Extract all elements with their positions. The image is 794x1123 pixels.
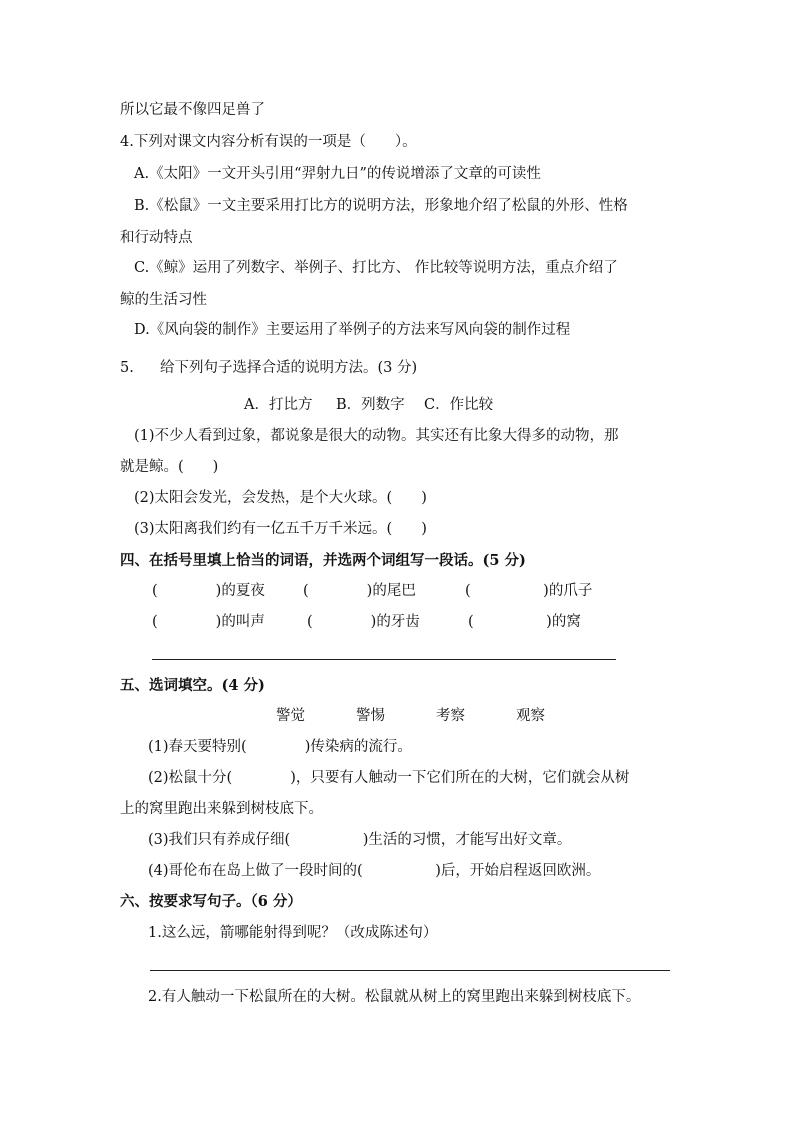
- q4-option-b: B.《松鼠》一文主要采用打比方的说明方法，形象地介绍了松鼠的外形、性格: [134, 198, 628, 214]
- q5-sentence-1: (1)不少人看到过象，都说象是很大的动物。其实还有比象大得多的动物，那: [134, 428, 619, 444]
- q4-stem: 4.下列对课文内容分析有误的一项是（ ）。: [120, 134, 417, 150]
- sec5-sentence-2: (2)松鼠十分( )，只要有人触动一下它们所在的大树，它们就会从树: [148, 770, 630, 786]
- sec4-item-2: ( )的尾巴: [303, 583, 416, 599]
- q4-option-c: C.《鲸》运用了列数字、举例子、打比方、 作比较等说明方法，重点介绍了: [134, 260, 618, 276]
- word-1: 警觉: [276, 708, 305, 724]
- word-3: 考察: [436, 708, 465, 724]
- sec5-sentence-2-cont: 上的窝里跑出来躲到树枝底下。: [120, 801, 323, 817]
- q4-option-b-cont: 和行动特点: [120, 230, 193, 246]
- q4-option-a: A.《太阳》一文开头引用“羿射九日”的传说增添了文章的可读性: [134, 166, 541, 182]
- section-4-title: 四、在括号里填上恰当的词语，并选两个词组写一段话。(5 分): [120, 552, 526, 569]
- sec4-answer-line[interactable]: [152, 659, 616, 660]
- q5-stem: 给下列句子选择合适的说明方法。(3 分): [160, 360, 418, 376]
- q5-sentence-3: (3)太阳离我们约有一亿五千万千米远。( ): [134, 521, 427, 537]
- q4-option-c-cont: 鲸的生活习性: [120, 292, 207, 308]
- q5-number: 5.: [120, 360, 134, 376]
- sec6-answer-line-1[interactable]: [150, 970, 670, 971]
- q5-option-a: A．打比方: [244, 397, 313, 413]
- section-5-title: 五、选词填空。(4 分): [120, 677, 265, 694]
- sec5-sentence-4: (4)哥伦布在岛上做了一段时间的( )后，开始启程返回欧洲。: [148, 863, 601, 879]
- q5-option-b: B．列数字: [336, 397, 405, 413]
- sec6-task-2: 2.有人触动一下松鼠所在的大树。松鼠就从树上的窝里跑出来躲到树枝底下。: [148, 989, 641, 1005]
- sec4-item-1: ( )的夏夜: [152, 583, 265, 599]
- sec5-sentence-3: (3)我们只有养成仔细( )生活的习惯，才能写出好文章。: [148, 832, 572, 848]
- sec4-item-3: ( )的爪子: [465, 583, 593, 599]
- q5-sentence-1-cont: 就是鲸。( ): [120, 459, 219, 475]
- q3-tail-line: 所以它最不像四足兽了: [120, 102, 265, 118]
- sec4-item-6: ( )的窝: [468, 614, 581, 630]
- word-4: 观察: [516, 708, 545, 724]
- q5-option-c: C．作比较: [424, 397, 494, 413]
- sec5-word-bank: [276, 706, 596, 726]
- sec5-sentence-1: (1)春天要特别( )传染病的流行。: [148, 739, 412, 755]
- section-6-title: 六、按要求写句子。（6 分）: [120, 893, 302, 910]
- word-2: 警惕: [356, 708, 385, 724]
- q4-option-d: D.《风向袋的制作》主要运用了举例子的方法来写风向袋的制作过程: [134, 322, 571, 338]
- sec4-item-5: ( )的牙齿: [307, 614, 420, 630]
- sec4-item-4: ( )的叫声: [152, 614, 265, 630]
- q5-options: [244, 395, 493, 415]
- q5-sentence-2: (2)太阳会发光，会发热，是个大火球。( ): [134, 490, 427, 506]
- sec6-task-1: 1.这么远，箭哪能射得到呢？（改成陈述句）: [148, 925, 438, 941]
